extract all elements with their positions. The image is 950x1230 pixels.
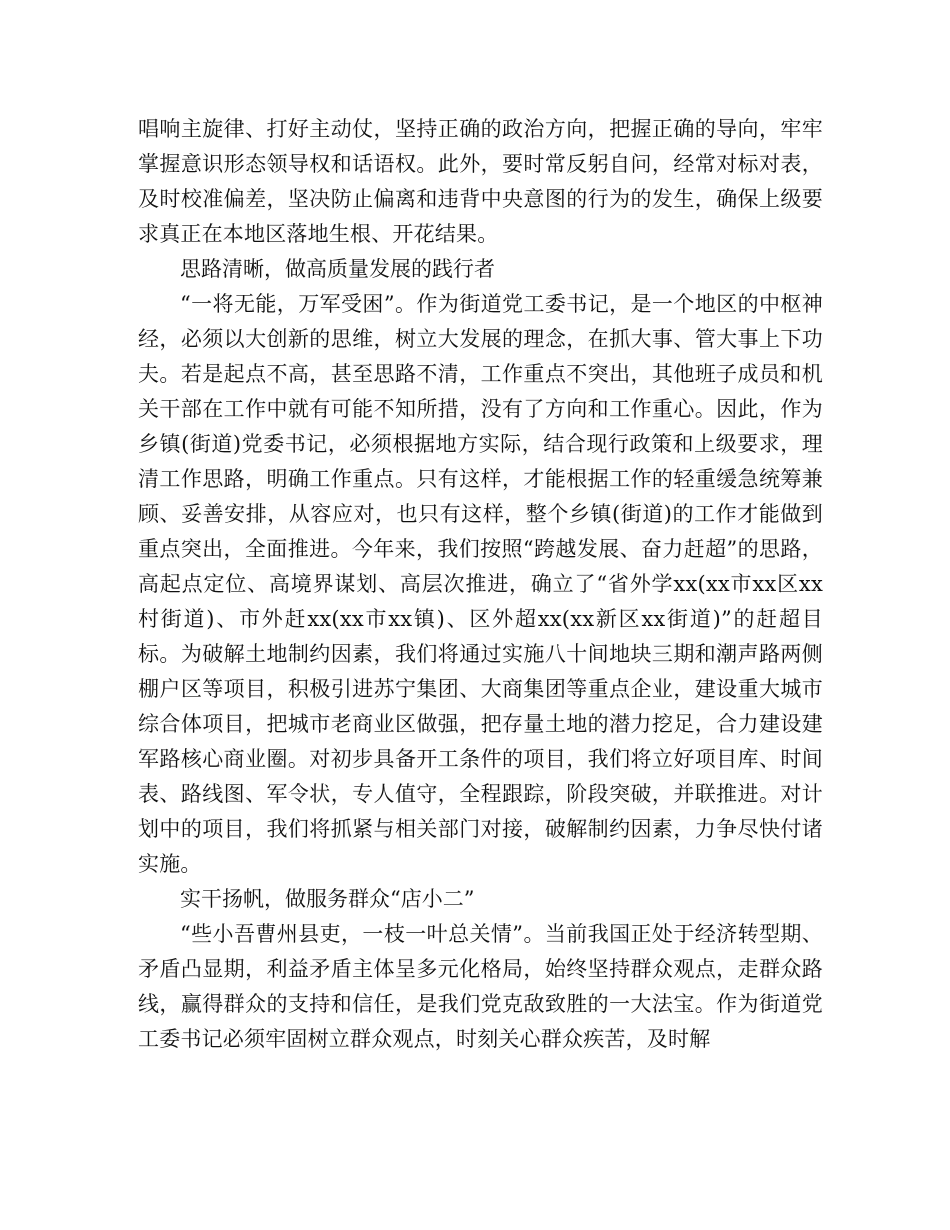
document-body: [138, 112, 823, 1057]
paragraph-masses: “些小吾曹州县吏，一枝一叶总关情”。当前我国正处于经济转型期、矛盾凸显期，利益矛盾主体呈多元化格局，始终坚持群众观点，走群众路线，赢得群众的支持和信任，是我们党克敌致胜的一大法宝。作为街道党工委书记必须牢固树立群众观点，时刻关心群众疾苦，及时解: [138, 922, 823, 1051]
section-heading-serve-people: 实干扬帆，做服务群众“店小二”: [180, 887, 475, 911]
paragraph-intro: 唱响主旋律、打好主动仗，坚持正确的政治方向，把握正确的导向，牢牢掌握意识形态领导权和话语权。此外，要时常反躬自问，经常对标对表，及时校准偏差，坚决防止偏离和违背中央意图的行为的发生，确保上级要求真正在本地区落地生根、开花结果。: [138, 117, 823, 246]
paragraph-development: “一将无能，万军受困”。作为街道党工委书记，是一个地区的中枢神经，必须以大创新的思维，树立大发展的理念，在抓大事、管大事上下功夫。若是起点不高，甚至思路不清，工作重点不突出，其他班子成员和机关干部在工作中就有可能不知所措，没有了方向和工作重心。因此，作为乡镇(街道)党委书记，必须根据地方实际，结合现行政策和上级要求，理清工作思路，明确工作重点。只有这样，才能根据工作的轻重缓急统筹兼顾、妥善安排，从容应对，也只有这样，整个乡镇(街道)的工作才能做到重点突出，全面推进。今年来，我们按照“跨越发展、奋力赶超”的思路，高起点定位、高境界谋划、高层次推进，确立了“省外学xx(xx市xx区xx村街道)、市外赶xx(xx市xx镇)、区外超xx(xx新区xx街道)”的赶超目标。为破解土地制约因素，我们将通过实施八十间地块三期和潮声路两侧棚户区等项目，积极引进苏宁集团、大商集团等重点企业，建设重大城市综合体项目，把城市老商业区做强，把存量土地的潜力挖足，合力建设建军路核心商业圈。对初步具备开工条件的项目，我们将立好项目库、时间表、路线图、军令状，专人值守，全程跟踪，阶段突破，并联推进。对计划中的项目，我们将抓紧与相关部门对接，破解制约因素，力争尽快付诸实施。: [138, 292, 823, 876]
section-heading-clear-thinking: 思路清晰，做高质量发展的践行者: [180, 257, 495, 281]
